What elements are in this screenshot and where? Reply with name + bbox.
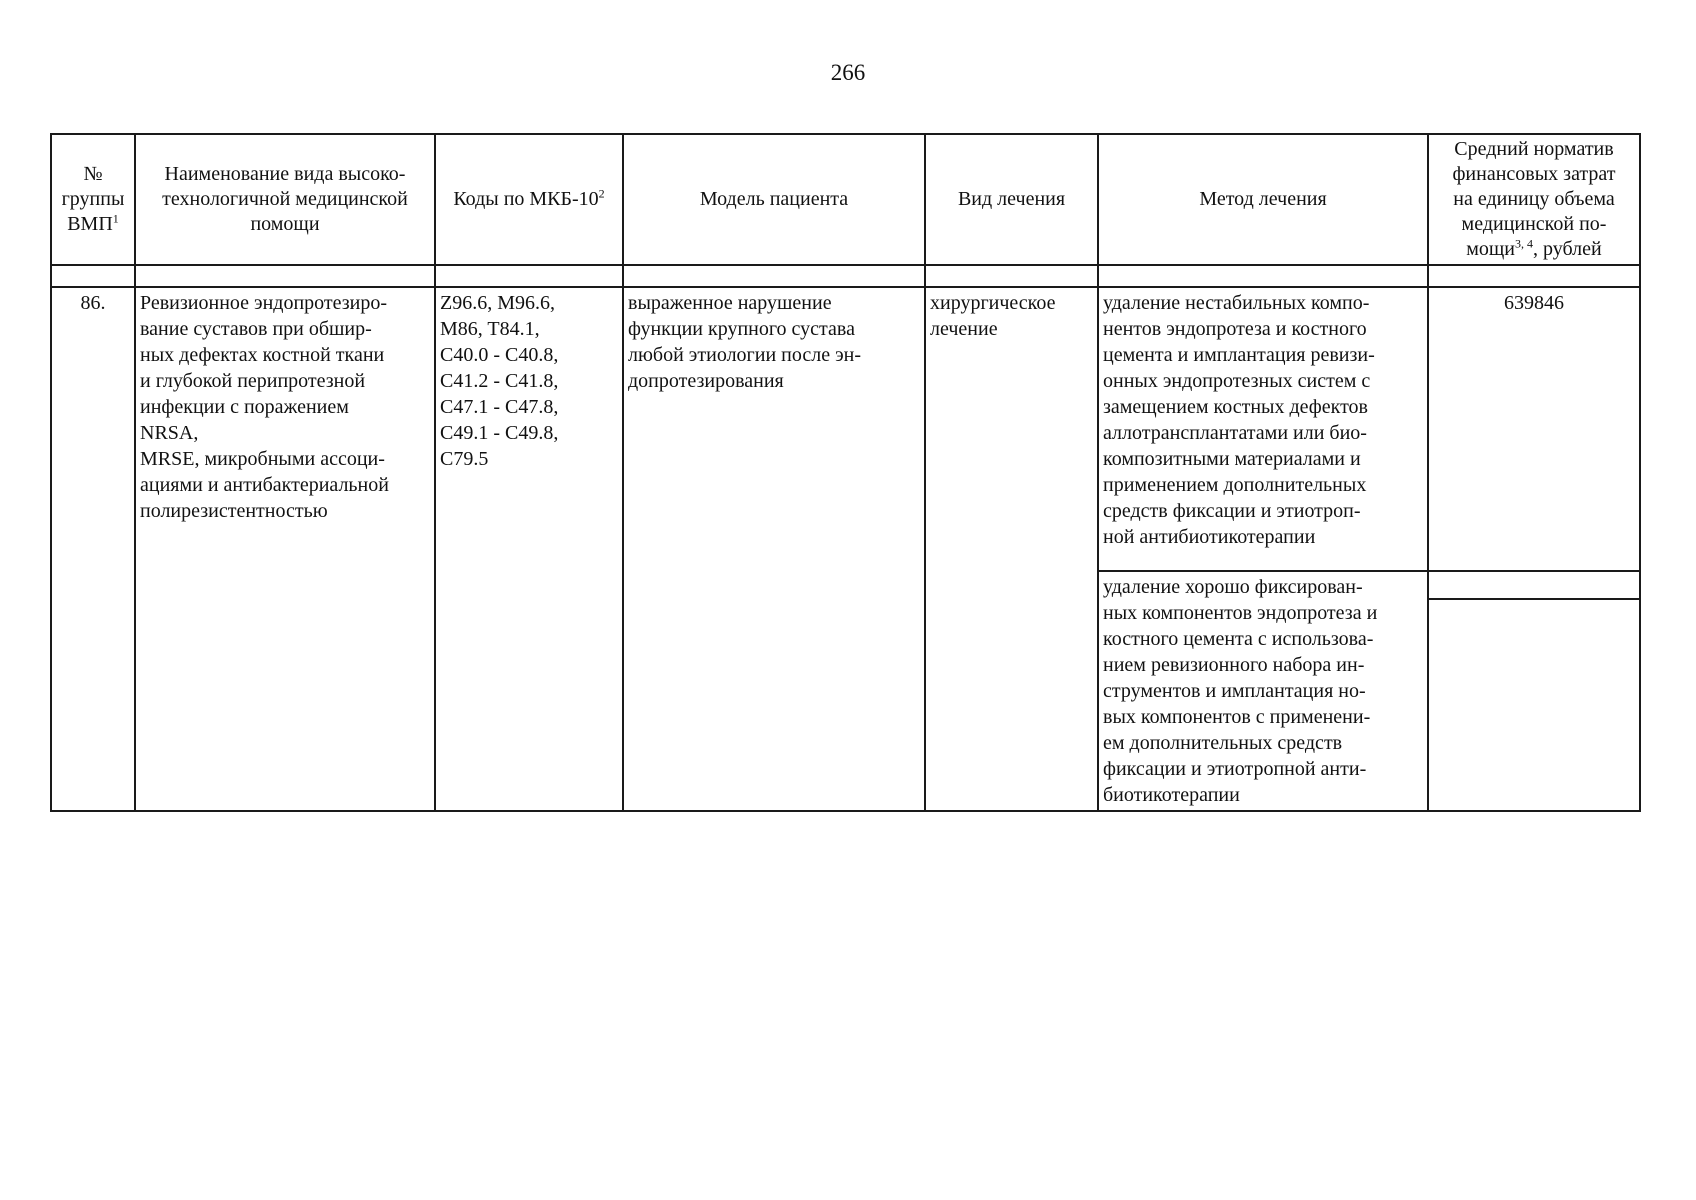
- header-group-number: № группы ВМП$^1$: [51, 134, 135, 265]
- empty-cost-cell: [1428, 571, 1640, 599]
- row-patient-model: выраженное нарушение функции крупного сустава любой этиологии после эн- допротезирования: [623, 287, 925, 811]
- header-patient-model: Модель пациента: [623, 134, 925, 265]
- row-method-1: удаление нестабильных компо- нентов эндопротеза и костного цемента и имплантация ревизи- онных эндопротезных систем с замещением костных дефектов аллотрансплантатами или био- композитными материалами и применением дополнительных средств фиксации и этиотроп- ной антибиотикотерапии: [1098, 287, 1428, 571]
- header-treatment-type: Вид лечения: [925, 134, 1098, 265]
- row-number: 86.: [51, 287, 135, 811]
- header-icd-codes: Коды по МКБ-$10^2$: [435, 134, 623, 265]
- row-name: Ревизионное эндопротезиро- вание суставов при обшир- ных дефектах костной ткани и глубокой перипротезной инфекции с поражением NRSA, MRSE, микробными ассоци- ациями и антибактериальной полирезистентностью: [135, 287, 435, 811]
- spacer-row: [51, 265, 1640, 287]
- row-icd-codes: Z96.6, M96.6, M86, T84.1, C40.0 - C40.8, C41.2 - C41.8, C47.1 - C47.8, C49.1 - C49.8, C79.5: [435, 287, 623, 811]
- table-header-row: [51, 134, 1640, 265]
- table-row: [51, 287, 1640, 571]
- header-cost: Средний норматив финансовых затрат на единицу объема медицинской по- мощи$^{3, 4}$, рублей: [1428, 134, 1640, 265]
- row-treatment-type: хирургическое лечение: [925, 287, 1098, 811]
- row-method-2: удаление хорошо фиксирован- ных компонентов эндопротеза и костного цемента с использова- нием ревизионного набора ин- струментов и имплантация но- вых компонентов с применени- ем дополнительных средств фиксации и этиотропной анти- биотикотерапии: [1098, 571, 1428, 811]
- header-treatment-method: Метод лечения: [1098, 134, 1428, 265]
- vmp-table: [50, 133, 1641, 812]
- header-name: Наименование вида высоко- технологичной медицинской помощи: [135, 134, 435, 265]
- row-cost: 639846: [1428, 287, 1640, 571]
- empty-cost-cell: [1428, 599, 1640, 811]
- page-number: 266: [830, 60, 866, 85]
